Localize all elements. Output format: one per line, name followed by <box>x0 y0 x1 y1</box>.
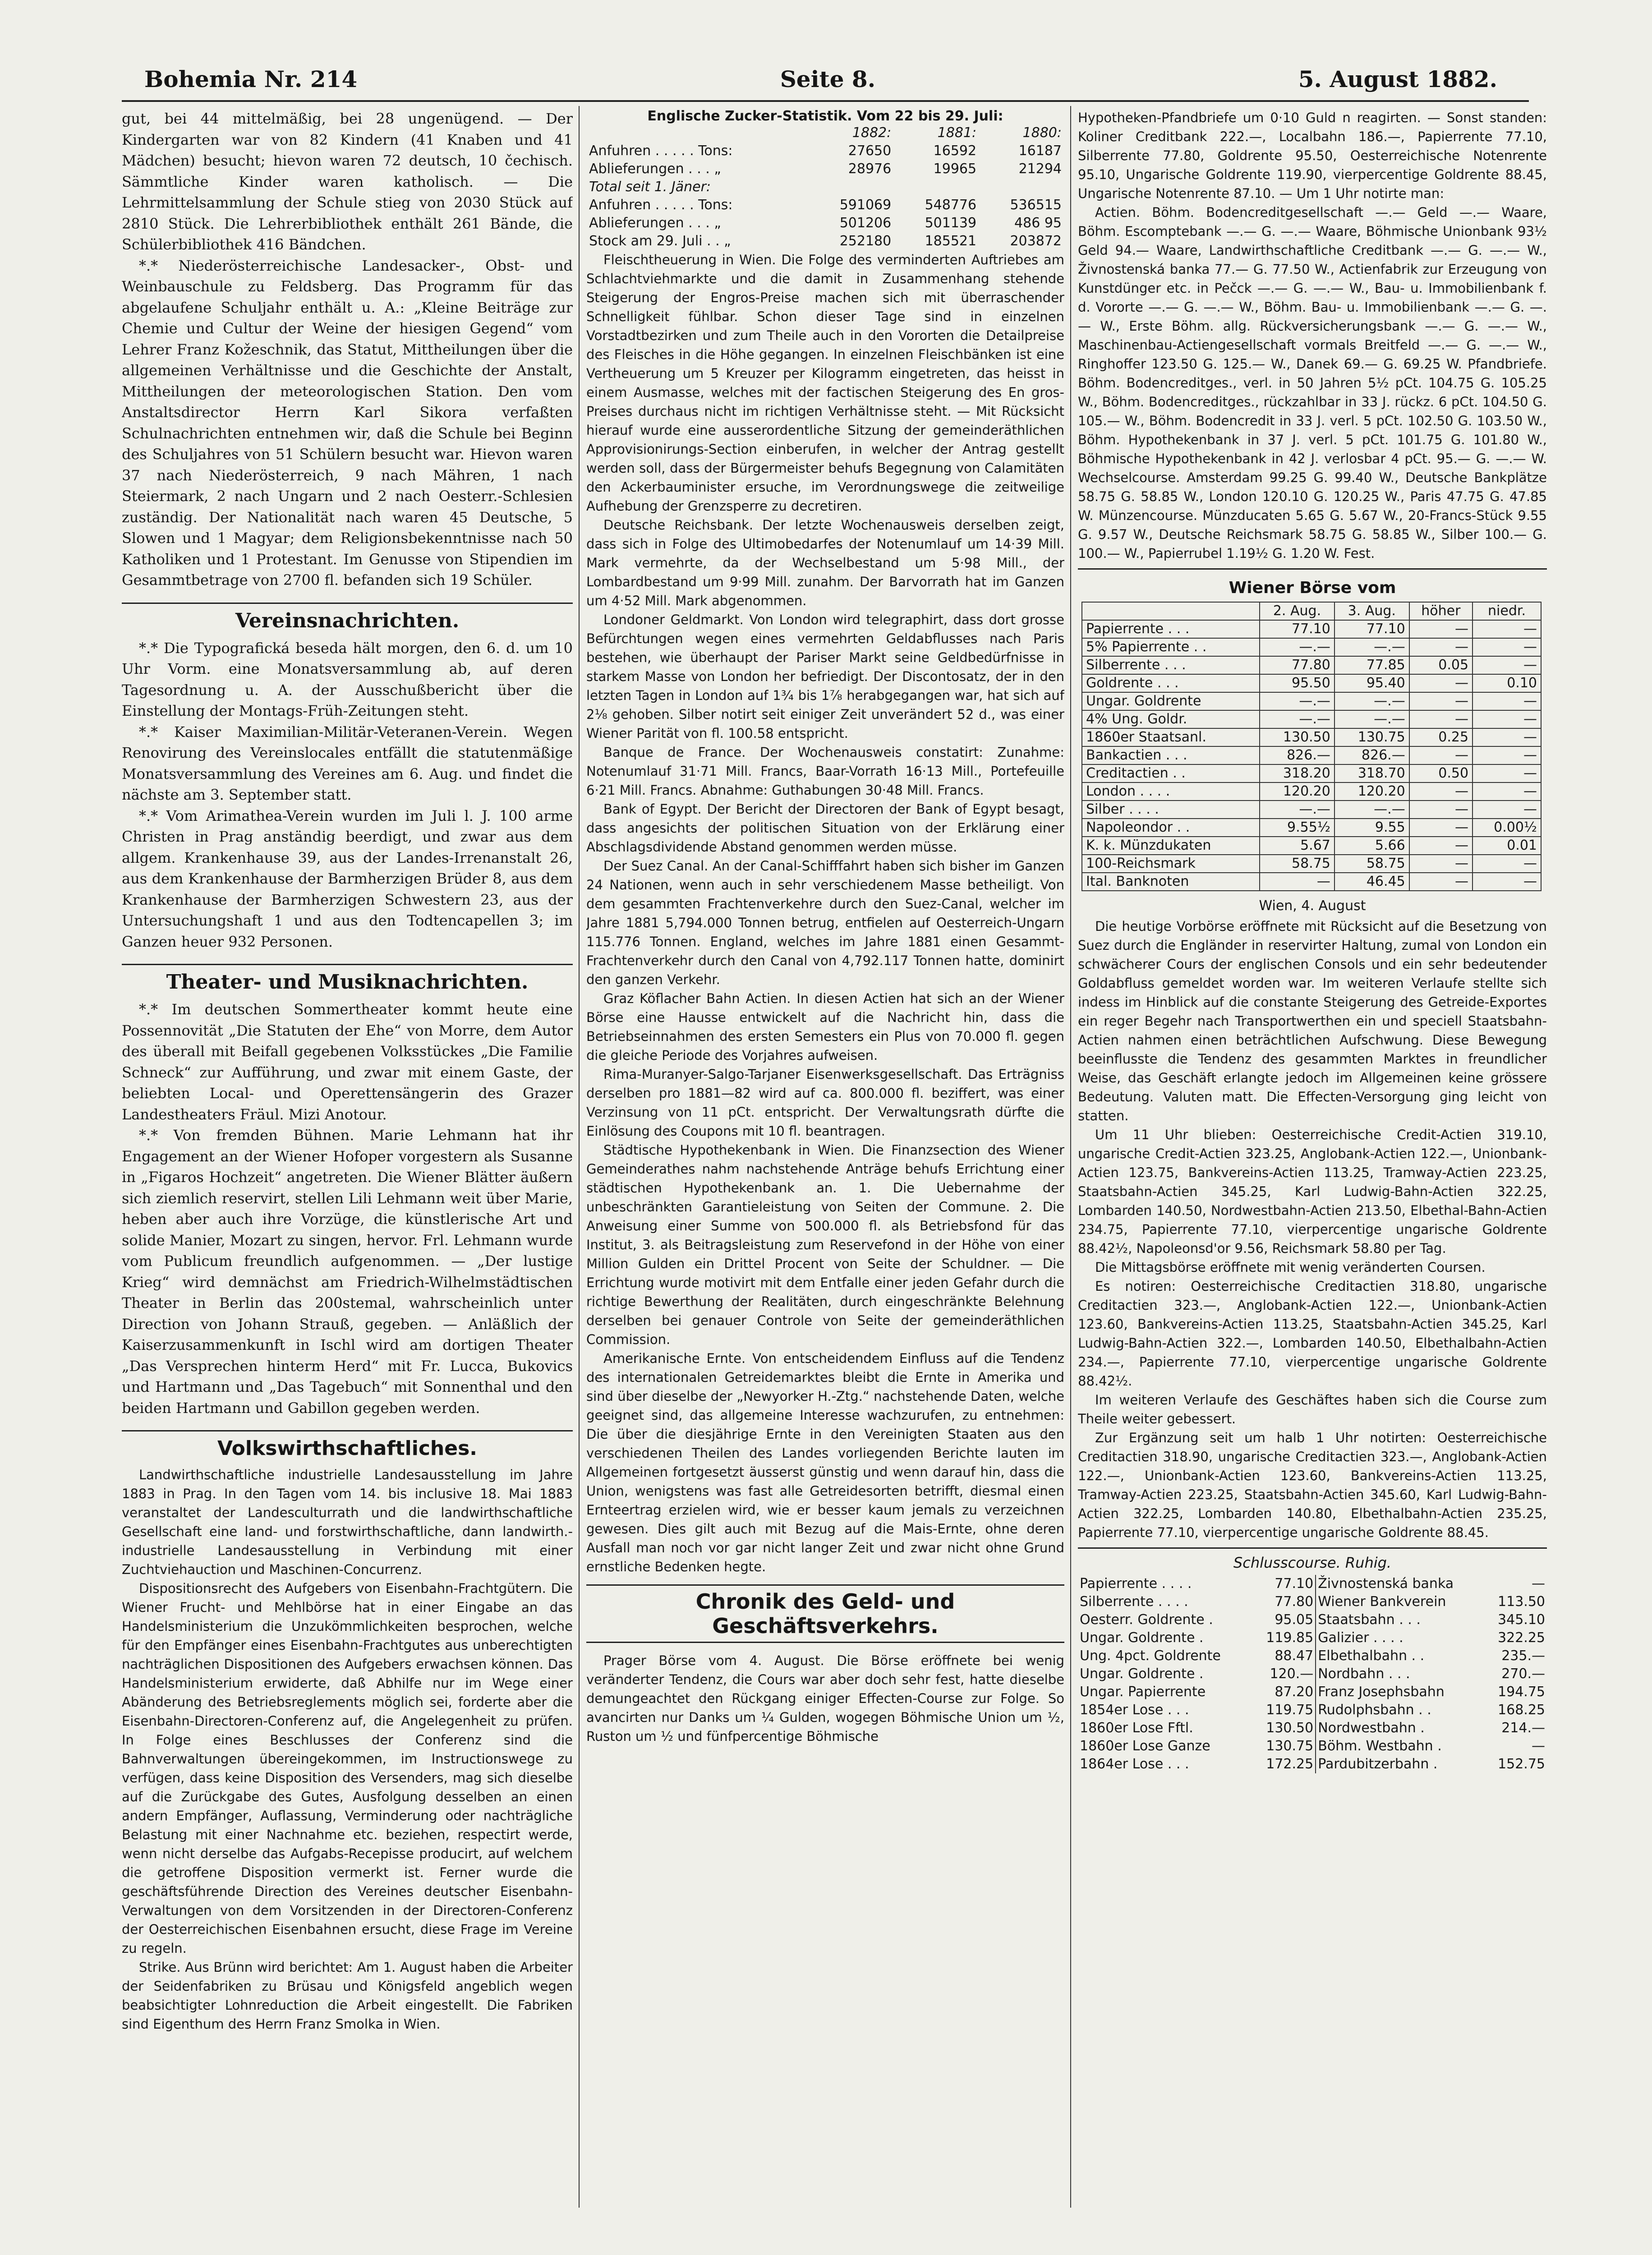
table-cell: 77.10 <box>1334 620 1409 638</box>
table-cell: Staatsbahn . . . <box>1318 1611 1421 1628</box>
table-row <box>1082 620 1541 638</box>
table-cell: Ungar. Papierrente <box>1080 1684 1206 1700</box>
table-row <box>1082 692 1541 710</box>
table-cell: 1854er Lose . . . <box>1080 1702 1189 1718</box>
table-cell: 130.75 <box>1253 1737 1316 1755</box>
table-cell: 77.80 <box>1253 1593 1316 1611</box>
article-text: Bank of Egypt. Der Bericht der Directoren der Bank of Egypt besagt, dass angesichts der politischen Situation von der Erklärung einer Abschlagsdividende Abstand genommen werden müsse. <box>586 801 1064 855</box>
table-cell: Nordbahn . . . <box>1318 1666 1410 1682</box>
table-cell: 152.75 <box>1498 1756 1545 1772</box>
table-cell <box>894 178 979 196</box>
header-page-number: Seite 8. <box>780 66 876 92</box>
table-cell: 345.10 <box>1498 1611 1545 1628</box>
table-cell: 185521 <box>925 233 977 249</box>
article-text: *.* Kaiser Maximilian-Militär-Veteranen-Verein. Wegen Renovirung des Vereinslocales entfällt die statutenmäßige Monatsversammlung des Vereines am 6. Aug. und findet die nächste am 3. September statt. <box>122 723 573 803</box>
table-cell: 318.70 <box>1334 764 1409 782</box>
table-cell: — <box>1260 873 1334 891</box>
table-cell: 46.45 <box>1334 873 1409 891</box>
table-cell: 501206 <box>839 215 892 231</box>
table-cell: 194.75 <box>1498 1684 1545 1700</box>
table-row <box>1082 656 1541 674</box>
table-header: 3. Aug. <box>1334 602 1409 620</box>
table-row <box>586 214 1064 232</box>
table-cell: — <box>1473 855 1541 873</box>
table-cell: — <box>1409 819 1473 837</box>
table-cell: Nordwestbahn . <box>1318 1720 1425 1736</box>
table-cell: —.— <box>1260 638 1334 656</box>
table-cell: 0.50 <box>1409 764 1473 782</box>
article-text: *.* Niederösterreichische Landesacker-, Obst- und Weinbauschule zu Feldsberg. Das Programm für das abgelaufene Schuljahr enthält u. A.: „Kleine Beiträge zur Chemie und Cultur der Weine der hiesigen Gegend“ vom Lehrer Franz Kožeschnik, das Statut, Mittheilungen über die allgemeinen Verhältnisse und die Geschichte der Anstalt, Mittheilungen der meteorologischen Station. Den vom Anstaltsdirector Herrn Karl Sikora verfaßten Schulnachrichten entnehmen wir, daß die Schule bei Beginn des Schuljahres von 51 Schülern besucht war. Hievon waren 37 nach Niederösterreich, 9 nach Mähren, 1 nach Steiermark, 2 nach Ungarn und 2 nach Oesterr.-Schlesien zuständig. Der Nationalität nach waren 45 Deutsche, 5 Slowen und 1 Magyar; dem Religionsbekenntnisse nach 50 Katholiken und 1 Protestant. Im Genusse von Stipendien im Gesammtbetrage von 2700 fl. befanden sich 19 Schüler. <box>122 257 573 589</box>
table-cell: 235.— <box>1501 1648 1545 1664</box>
table-row <box>1078 1683 1547 1701</box>
table-row <box>586 142 1064 160</box>
zucker-table <box>586 124 1064 250</box>
table-row <box>1082 782 1541 801</box>
article-text: Dispositionsrecht des Aufgebers von Eisenbahn-Frachtgütern. Die Wiener Frucht- und Mehlbörse hat in einer Eingabe an das Handelsministerium die Unzukömmlichkeiten besprochen, welche für den Empfänger eines Eisenbahn-Frachtgutes aus unberechtigten nachträglichen Dispositionen des Aufgebers erwachsen können. Das Handelsministerium erwiderte, daß Abhilfe nur im Wege einer Abänderung des Betriebsreglements möglich sei, forderte aber die Eisenbahn-Directoren-Conferenz auf, die Angelegenheit zu prüfen. In Folge eines Beschlusses der Conferenz sind die Bahnverwaltungen übereingekommen, im Instructionswege zu verfügen, dass keine Disposition des Versenders, mag sich dieselbe auf die Zurückgabe des Gutes, Ausfolgung desselben an einen andern Empfänger, Auflassung, Verminderung oder nachträgliche Belastung mit einer Nachnahme etc. beziehen, respectirt werde, wenn nicht derselbe das Aufgabs-Recepisse producirt, auf welchem die getroffene Disposition vermerkt ist. Ferner wurde die geschäftsführende Direction des Vereines deutscher Eisenbahn-Verwaltungen von dem Vorsitzenden in der Directoren-Conferenz der Oesterreichischen Eisenbahnen ersucht, diese Frage im Vereine zu regeln. <box>122 1581 573 1956</box>
table-cell: Ungar. Goldrente . <box>1080 1629 1204 1646</box>
table-cell: 95.05 <box>1253 1611 1316 1629</box>
article-text: Amerikanische Ernte. Von entscheidendem Einfluss auf die Tendenz des internationalen Getreidemarktes bleibt die Ernte in Amerika und sind über dieselbe der „Newyorker H.-Ztg.“ nachstehende Daten, welche geeignet sind, das allgemeine Interesse wachzurufen, zu entnehmen: Die über die diesjährige Ernte in den Vereinigten Staaten aus den verschiedenen Theilen des Landes vorliegenden Berichte lauten im Allgemeinen fortgesetzt äusserst günstig und wenn darauf hin, dass die Union, wenigstens was fast alle Getreidesorten betrifft, diesmal einen Ernteertrag erzielen wird, wie er besser kaum jemals zu verzeichnen gewesen. Dies gilt auch mit Bezug auf die Mais-Ernte, ohne deren Ausfall man noch vor gar nicht langer Zeit und zwar nicht ohne Grund ernstliche Bedenken hegte. <box>586 1351 1064 1574</box>
table-row <box>586 124 1064 142</box>
article-text: Graz Köflacher Bahn Actien. In diesen Actien hat sich an der Wiener Börse eine Hausse entwickelt auf die Nachricht hin, dass die Betriebseinnahmen des ersten Semesters ein Plus von 70.000 fl. gegen die gleiche Periode des Vorjahres aufweisen. <box>586 991 1064 1063</box>
table-cell: 0.00½ <box>1473 819 1541 837</box>
table-cell: 120.20 <box>1260 782 1334 801</box>
article-text: *.* Die Typografická beseda hält morgen, den 6. d. um 10 Uhr Vorm. eine Monatsversammlung ab, auf deren Tagesordnung u. A. der Ausschußbericht über die Einstellung der Montags-Früh-Zeitungen steht. <box>122 639 573 719</box>
table-cell: 5.67 <box>1260 837 1334 855</box>
table-row <box>1078 1593 1547 1611</box>
table-cell: — <box>1409 710 1473 728</box>
table-cell <box>809 178 894 196</box>
table-cell: — <box>1409 801 1473 819</box>
column-1 <box>122 108 573 2205</box>
table-cell: — <box>1409 674 1473 692</box>
table-row <box>1082 801 1541 819</box>
table-cell: — <box>1473 692 1541 710</box>
table-cell: 21294 <box>1018 161 1062 177</box>
table-cell: — <box>1473 782 1541 801</box>
table-cell: — <box>1473 801 1541 819</box>
table-row <box>586 196 1064 214</box>
table-cell: 27650 <box>848 143 892 159</box>
table-cell: — <box>1409 638 1473 656</box>
table-cell: —.— <box>1260 692 1334 710</box>
table-cell: Papierrente . . . . <box>1080 1575 1192 1592</box>
table-cell <box>979 178 1064 196</box>
header-paper-name: Bohemia Nr. 214 <box>144 66 358 92</box>
table-cell: 77.10 <box>1260 620 1334 638</box>
table-cell: Wiener Bankverein <box>1318 1593 1446 1610</box>
schluss-table <box>1078 1575 1547 1773</box>
article-text: *.* Von fremden Bühnen. Marie Lehmann hat ihr Engagement an der Wiener Hofoper vorgestern als Susanne in „Figaros Hochzeit“ angetreten. Die Wiener Blätter äußern sich ziemlich reservirt, stellen Lili Lehmann weit über Marie, heben aber auch ihre Vorzüge, die künstlerische Art und solide Manier, Mozart zu singen, hervor. Frl. Lehmann wurde vom Publicum freundlich aufgenommen. — „Der lustige Krieg“ wird demnächst am Friedrich-Wilhelmstädtischen Theater in Berlin das 200stemal, wahrscheinlich unter Direction von Johann Strauß, gegeben. — Anläßlich der Kaiserzusammenkunft in Ischl wird am dortigen Theater „Das Versprechen hinterm Herd“ mit Fr. Lucca, Bukovics und Hartmann und „Das Tagebuch“ mit Sonnenthal und den beiden Hartmann und Gabillon gegeben werden. <box>122 1127 573 1417</box>
table-cell: 0.05 <box>1409 656 1473 674</box>
table-cell: 826.— <box>1334 746 1409 764</box>
table-cell: 5% Papierrente . . <box>1082 638 1260 656</box>
table-cell: Oesterr. Goldrente . <box>1080 1611 1213 1628</box>
section-heading: Volkswirthschaftliches. <box>122 1430 573 1460</box>
table-cell: Papierrente . . . <box>1082 620 1260 638</box>
table-row <box>586 178 1064 196</box>
table-row <box>1082 638 1541 656</box>
table-cell: 318.20 <box>1260 764 1334 782</box>
table-cell: 591069 <box>839 197 892 213</box>
table-cell: 58.75 <box>1260 855 1334 873</box>
table-cell: Silberrente . . . . <box>1080 1593 1188 1610</box>
table-header: höher <box>1409 602 1473 620</box>
section-heading: Vereinsnachrichten. <box>122 603 573 632</box>
table-cell: 16187 <box>1018 143 1062 159</box>
header-rule <box>122 100 1529 102</box>
table-cell: — <box>1532 1738 1545 1754</box>
table-row <box>1082 710 1541 728</box>
table-cell: 77.10 <box>1253 1575 1316 1593</box>
table-cell: 172.25 <box>1253 1755 1316 1773</box>
table-row <box>1082 855 1541 873</box>
article-text: Rima-Muranyer-Salgo-Tarjaner Eisenwerksgesellschaft. Das Erträgniss derselben pro 1881—82 wird auf ca. 800.000 fl. beziffert, was einer Verzinsung von 11 pCt. entspricht. Der Verwaltungsrath dürfte die Einlösung des Coupons mit 10 fl. beantragen. <box>586 1067 1064 1139</box>
table-cell: 77.80 <box>1260 656 1334 674</box>
table-row <box>1078 1755 1547 1773</box>
table-cell: 214.— <box>1501 1720 1545 1736</box>
table-cell: — <box>1473 638 1541 656</box>
table-cell: 95.40 <box>1334 674 1409 692</box>
table-cell: 5.66 <box>1334 837 1409 855</box>
table-cell: 19965 <box>933 161 977 177</box>
column-divider <box>1070 106 1071 2208</box>
table-cell: —.— <box>1334 710 1409 728</box>
article-text: Hypotheken-Pfandbriefe um 0·10 Guld n reagirten. — Sonst standen: Koliner Creditbank 222.—, Localbahn 186.—, Papierrente 77.10, Silberrente 77.80, Goldrente 95.50, Oesterreichische Notenrente 95.10, Ungarische Goldrente 119.90, vierpercentige Goldrente 88.45, Ungarische Notenrente 87.10. — Um 1 Uhr notirte man: <box>1078 110 1547 201</box>
column-divider <box>579 106 580 2208</box>
table-cell: 28976 <box>848 161 892 177</box>
table-cell: 203872 <box>1010 233 1062 249</box>
table-cell: — <box>1473 710 1541 728</box>
table-cell: —.— <box>1260 801 1334 819</box>
article-text: Es notiren: Oesterreichische Creditactien 318.80, ungarische Creditactien 323.—, Anglobank-Actien 122.—, Unionbank-Actien 123.60, Bankvereins-Actien 113.25, Staatsbahn-Actien 345.25, Karl Ludwig-Bahn-Actien 322.—, Lombarden 140.50, Elbethalbahn-Actien 234.—, Papierrente 77.10, vierpercentige ungarische Goldrente 88.42½. <box>1078 1278 1547 1389</box>
table-cell: 0.25 <box>1409 728 1473 746</box>
table-row <box>1078 1629 1547 1647</box>
table-cell: — <box>1473 728 1541 746</box>
table-cell: Ungar. Goldrente <box>1082 692 1260 710</box>
table-cell: 58.75 <box>1334 855 1409 873</box>
column-3 <box>1078 108 1547 2205</box>
table-cell: Anfuhren . . . . . Tons: <box>589 143 733 159</box>
table-cell <box>586 124 809 142</box>
table-cell: Silber . . . . <box>1082 801 1260 819</box>
table-cell: —.— <box>1334 801 1409 819</box>
table-row <box>1078 1701 1547 1719</box>
article-text: Fleischtheuerung in Wien. Die Folge des verminderten Auftriebes am Schlachtviehmarkte und die damit in Zusammenhang stehende Steigerung der Engros-Preise machen sich mit überraschender Schnelligkeit fühlbar. Schon dieser Tage sind in einzelnen Vorstadtbezirken und zum Theile auch in den Vororten die Detailpreise des Fleisches in die Höhe gegangen. In einzelnen Fleischbänken ist eine Vertheuerung um 5 Kreuzer per Kilogramm eingetreten, das heisst in einem Ausmasse, welches mit der factischen Steigerung des En gros-Preises durchaus nicht im richtigen Verhältnisse steht. — Mit Rücksicht hierauf wurde eine ausserordentliche Sitzung der gemeinderäthlichen Approvisionirungs-Section einberufen, in welcher der Antrag gestellt werden soll, dass der Bürgermeister behufs Begegnung von Calamitäten den Ackerbauminister ersuche, im Verordnungswege die zeitweilige Aufhebung der Grenzsperre zu decretiren. <box>586 252 1064 514</box>
zucker-title: Englische Zucker-Statistik. Vom 22 bis 29. Juli: <box>647 108 1003 124</box>
section-heading: Theater- und Musiknachrichten. <box>122 964 573 994</box>
table-cell: — <box>1409 855 1473 873</box>
table-cell: Franz Josephsbahn <box>1318 1684 1445 1700</box>
table-cell: 120.— <box>1253 1665 1316 1683</box>
table-cell: Rudolphsbahn . . <box>1318 1702 1431 1718</box>
article-text: Zur Ergänzung seit um halb 1 Uhr notirten: Oesterreichische Creditactien 318.90, ungarische Creditactien 323.—, Anglobank-Actien 122.—, Unionbank-Actien 123.60, Bankvereins-Actien 113.25, Tramway-Actien 223.25, Staatsbahn-Actien 345.60, Karl Ludwig-Bahn-Actien 322.25, Lombarden 140.80, Elbethalbahn-Actien 235.25, Papierrente 77.10, vierpercentige ungarische Goldrente 88.45. <box>1078 1430 1547 1540</box>
table-cell: 826.— <box>1260 746 1334 764</box>
divider <box>1078 568 1547 570</box>
table-cell: 130.50 <box>1260 728 1334 746</box>
article-text: Prager Börse vom 4. August. Die Börse eröffnete bei wenig veränderter Tendenz, die Cours war aber doch sehr fest, hatte dieselbe demungeachtet den Rückgang einiger Effecten-Course zur Folge. So avancirten nur Danks um ¼ Gulden, wogegen Böhmische Union um ½, Ruston um ½ und fünfpercentige Böhmische <box>586 1653 1064 1744</box>
article-text: Der Suez Canal. An der Canal-Schifffahrt haben sich bisher im Ganzen 24 Nationen, wenn auch in sehr verschiedenem Masse betheiligt. Von dem gesammten Frachtenverkehre durch den Suez-Canal, welcher im Jahre 1881 5,794.000 Tonnen betrug, entfielen auf Oesterreich-Ungarn 115.776 Tonnen. England, welches im Jahre 1881 einen Gesammt-Frachtenverkehr durch den Canal von 4,792.117 Tonnen hatte, dominirt den ganzen Verkehr. <box>586 858 1064 987</box>
article-text: Londoner Geldmarkt. Von London wird telegraphirt, dass dort grosse Befürchtungen wegen eines vermehrten Geldabflusses nach Paris bestehen, wie überhaupt der Pariser Markt seine Geldbedürfnisse in starkem Masse von London her befriedigt. Der Discontosatz, der in den letzten Tagen in London auf 1¾ bis 1⅞ herabgegangen war, hat sich auf 2⅛ gehoben. Silber notirt seit einiger Zeit unverändert 52 d., was einer Wiener Parität von fl. 100.58 entspricht. <box>586 612 1064 741</box>
table-header: niedr. <box>1473 602 1541 620</box>
table-cell: — <box>1473 746 1541 764</box>
table-cell: 87.20 <box>1253 1683 1316 1701</box>
table-row <box>1082 728 1541 746</box>
table-cell: 168.25 <box>1498 1702 1545 1718</box>
table-cell: — <box>1409 620 1473 638</box>
article-text: Landwirthschaftliche industrielle Landesausstellung im Jahre 1883 in Prag. In den Tagen vom 14. bis inclusive 18. Mai 1883 veranstaltet der Landesculturrath und die landwirthschaftliche Gesellschaft eine land- und forstwirthschaftliche, dann landwirth.-industrielle Landesausstellung in Verbindung mit einer Zuchtviehauction und Maschinen-Concurrenz. <box>122 1467 573 1577</box>
page-header <box>144 61 1497 92</box>
table-cell: — <box>1473 620 1541 638</box>
table-cell: Ital. Banknoten <box>1082 873 1260 891</box>
divider <box>1078 1547 1547 1549</box>
table-row <box>1078 1737 1547 1755</box>
table-cell: 1880: <box>1022 125 1062 141</box>
table-cell: 120.20 <box>1334 782 1409 801</box>
table-cell: 0.01 <box>1473 837 1541 855</box>
table-cell: Total seit 1. Jäner: <box>589 179 711 195</box>
table-cell: Ablieferungen . . . „ <box>589 161 721 177</box>
table-cell: 1881: <box>937 125 977 141</box>
table-cell: 1864er Lose . . . <box>1080 1756 1189 1772</box>
table-cell: 270.— <box>1501 1666 1545 1682</box>
table-cell: — <box>1409 837 1473 855</box>
table-cell: 1860er Lose Ganze <box>1080 1738 1210 1754</box>
article-text: Im weiteren Verlaufe des Geschäftes haben sich die Course zum Theile weiter gebessert. <box>1078 1392 1547 1427</box>
article-text: Die heutige Vorbörse eröffnete mit Rücksicht auf die Besetzung von Suez durch die Engländer in reservirter Haltung, zumal von London ein schwächerer Cours der englischen Consols und ein sehr bedeutender Goldabfluss gemeldet worden war. Im weiteren Verlaufe stellte sich indess im Hinblick auf die constante Steigerung des Getreide-Exportes ein reger Begehr nach Transportwerthen ein und speciell Staatsbahn-Actien nahmen einen beträchtlichen Aufschwung. Diese Bewegung beeinflusste die Tendenz des gesammten Marktes in freundlicher Weise, das Geschäft erlangte jedoch im Allgemeinen keine grössere Bedeutung. Valuten matt. Die Effecten-Versorgung ging leicht von statten. <box>1078 918 1547 1123</box>
table-row <box>586 160 1064 178</box>
table-cell: 501139 <box>925 215 977 231</box>
table-cell: 9.55 <box>1334 819 1409 837</box>
table-row <box>1082 837 1541 855</box>
column-2 <box>586 108 1064 2205</box>
table-cell: Ablieferungen . . . „ <box>589 215 721 231</box>
table-row <box>1082 764 1541 782</box>
table-header <box>1082 602 1260 620</box>
table-cell: — <box>1409 746 1473 764</box>
table-cell: 16592 <box>933 143 977 159</box>
table-cell: London . . . . <box>1082 782 1260 801</box>
table-cell: 119.75 <box>1253 1701 1316 1719</box>
table-row <box>1078 1665 1547 1683</box>
table-cell: 536515 <box>1010 197 1062 213</box>
table-header: 2. Aug. <box>1260 602 1334 620</box>
table-cell: Böhm. Westbahn . <box>1318 1738 1442 1754</box>
boerse-title: Wiener Börse vom <box>1229 579 1396 597</box>
table-cell: 130.50 <box>1253 1719 1316 1737</box>
article-text: *.* Im deutschen Sommertheater kommt heute eine Possennovität „Die Statuten der Ehe“ von Morre, dem Autor des überall mit Beifall gegebenen Volksstückes „Die Familie Schneck“ zur Aufführung, und zwar mit einem Gaste, der beliebten Local- und Operettensängerin des Grazer Landestheaters Fräul. Mizi Anotour. <box>122 1001 573 1123</box>
table-cell: — <box>1409 873 1473 891</box>
table-cell: 1882: <box>852 125 892 141</box>
table-cell: 119.85 <box>1253 1629 1316 1647</box>
table-cell: — <box>1473 656 1541 674</box>
table-row <box>1078 1611 1547 1629</box>
table-row <box>1082 746 1541 764</box>
table-row <box>1078 1575 1547 1593</box>
table-row <box>1082 602 1541 620</box>
table-cell: Galizier . . . . <box>1318 1629 1404 1646</box>
table-cell: 113.50 <box>1498 1593 1545 1610</box>
table-cell: Creditactien . . <box>1082 764 1260 782</box>
table-cell: 88.47 <box>1253 1647 1316 1665</box>
table-cell: 1860er Lose Fftl. <box>1080 1720 1193 1736</box>
article-text: Strike. Aus Brünn wird berichtet: Am 1. August haben die Arbeiter der Seidenfabriken zu Brüsau und Königsfeld angeblich wegen beabsichtigter Lohnreduction die Arbeit eingestellt. Die Fabriken sind Eigenthum des Herrn Franz Smolka in Wien. <box>122 1960 573 2032</box>
table-cell: Živnostenská banka <box>1318 1575 1454 1592</box>
table-cell: — <box>1532 1575 1545 1592</box>
table-cell: Stock am 29. Juli . . „ <box>589 233 731 249</box>
table-cell: 0.10 <box>1473 674 1541 692</box>
table-cell: Goldrente . . . <box>1082 674 1260 692</box>
table-cell: — <box>1473 764 1541 782</box>
article-text: *.* Vom Arimathea-Verein wurden im Juli l. J. 100 arme Christen in Prag anständig beerdigt, und zwar aus dem allgem. Krankenhause 39, aus der Landes-Irrenanstalt 26, aus dem Krankenhause der Barmherzigen Brüder 8, aus dem Krankenhause der Barmherzigen Schwestern 23, aus der Untersuchungshaft 1 und aus den Todtencapellen 3; im Ganzen heuer 932 Personen. <box>122 807 573 950</box>
table-cell: —.— <box>1260 710 1334 728</box>
header-date: 5. August 1882. <box>1298 66 1497 92</box>
article-text: gut, bei 44 mittelmäßig, bei 28 ungenügend. — Der Kindergarten war von 82 Kindern (41 Knaben und 41 Mädchen) besucht; hievon waren 72 deutsch, 10 čechisch. Sämmtliche Kinder waren katholisch. — Die Lehrmittelsammlung der Schule stieg von 2030 Stück auf 2810 Stück. Die Lehrerbibliothek enthält 261 Bände, die Schülerbibliothek 416 Bändchen. <box>122 110 573 253</box>
table-row <box>1078 1719 1547 1737</box>
table-cell: Silberrente . . . <box>1082 656 1260 674</box>
table-cell: 100-Reichsmark <box>1082 855 1260 873</box>
table-cell: 322.25 <box>1498 1629 1545 1646</box>
table-row <box>1082 674 1541 692</box>
table-cell: — <box>1409 782 1473 801</box>
table-cell: 77.85 <box>1334 656 1409 674</box>
table-cell: Elbethalbahn . . <box>1318 1648 1425 1664</box>
table-cell: K. k. Münzdukaten <box>1082 837 1260 855</box>
table-cell: Anfuhren . . . . . Tons: <box>589 197 733 213</box>
table-cell: — <box>1473 873 1541 891</box>
table-cell: 252180 <box>839 233 892 249</box>
table-cell: 130.75 <box>1334 728 1409 746</box>
table-cell: Ungar. Goldrente . <box>1080 1666 1204 1682</box>
table-cell: Napoleondor . . <box>1082 819 1260 837</box>
table-cell: —.— <box>1334 638 1409 656</box>
table-cell: Bankactien . . . <box>1082 746 1260 764</box>
table-row <box>1078 1647 1547 1665</box>
table-row <box>1082 819 1541 837</box>
table-cell: Ung. 4pct. Goldrente <box>1080 1648 1221 1664</box>
table-cell: 95.50 <box>1260 674 1334 692</box>
article-text: Städtische Hypothekenbank in Wien. Die Finanzsection des Wiener Gemeinderathes nahm nachstehende Anträge behufs Errichtung einer städtischen Hypothekenbank an. 1. Die Uebernahme der unbeschränkten Garantieleistung von Seiten der Commune. 2. Die Anweisung einer Summe von 500.000 fl. als Betriebsfond für das Institut, 3. als Beitragsleistung zum Reservefond in der Höhe von einer Million Gulden ein Drittel Procent von Seite der Schuldner. — Die Errichtung wurde motivirt mit dem Entfalle einer jeden Gefahr durch die richtige Bewerthung der Realitäten, durch eingeschränkte Belehnung derselben bei genauer Controle von Seite der gemeinderäthlichen Commission. <box>586 1142 1064 1347</box>
table-cell: —.— <box>1334 692 1409 710</box>
article-text: Deutsche Reichsbank. Der letzte Wochenausweis derselben zeigt, dass sich in Folge des Ultimobedarfes der Notenumlauf um 14·39 Mill. Mark vermehrte, da der Wechselbestand um 5·98 Mill., der Lombardbestand um 9·99 Mill. zunahm. Der Barvorrath hat im Ganzen um 4·52 Mill. Mark abgenommen. <box>586 517 1064 608</box>
article-text: Um 11 Uhr blieben: Oesterreichische Credit-Actien 319.10, ungarische Credit-Actien 323.25, Anglobank-Actien 122.—, Unionbank-Actien 123.75, Bankvereins-Actien 113.25, Tramway-Actien 223.25, Staatsbahn-Actien 345.25, Karl Ludwig-Bahn-Actien 322.25, Lombarden 140.50, Nordwestbahn-Actien 213.50, Elbethal-Bahn-Actien 234.75, Papierrente 77.10, vierpercentige ungarische Goldrente 88.42½, Napoleonsd'or 9.56, Reichsmark 58.80 per Tag. <box>1078 1127 1547 1256</box>
table-cell: 1860er Staatsanl. <box>1082 728 1260 746</box>
boerse-table <box>1081 602 1542 891</box>
dateline: Wien, 4. August <box>1259 898 1366 914</box>
article-text: Actien. Böhm. Bodencreditgesellschaft —.— Geld —.— Waare, Böhm. Escomptebank —.— G. —.— Waare, Böhmische Unionbank 93½ Geld 94.— Waare, Landwirthschaftliche Creditbank —.— G. —.— W., Živnostenská banka 77.— G. 77.50 W., Actienfabrik zur Erzeugung von Kunstdünger etc. in Pečck —.— G. —.— W., Bau- u. Immobilienbank f. d. Vororte —.— G. —.— W., Böhm. Bau- u. Immobilienbank —.— G. —.— W., Erste Böhm. allg. Rückversicherungsbank —.— G. —.— W., Maschinenbau-Actiengesellschaft vormals Breitfeld —.— G. —.— W., Ringhoffer 123.50 G. 125.— W., Danek 69.— G. 69.25 W. Pfandbriefe. Böhm. Bodencreditges., verl. in 50 Jahren 5½ pCt. 104.75 G. 105.25 W., Böhm. Bodencreditges., rückzahlbar in 33 J. rückz. 6 pCt. 104.50 G. 105.— W., Böhm. Bodencredit in 33 J. verl. 5 pCt. 102.50 G. 103.50 W., Böhm. Hypothekenbank in 37 J. verl. 5 pCt. 101.75 G. 101.80 W., Böhmische Hypothekenbank in 42 J. verlosbar 4 pCt. 95.— G. —.— W. Wechselcourse. Amsterdam 99.25 G. 99.40 W., Deutsche Bankplätze 58.75 G. 58.85 W., London 120.10 G. 120.25 W., Paris 47.75 G. 47.85 W. Münzencourse. Münzducaten 5.65 G. 5.67 W., 20-Francs-Stück 9.55 G. 9.57 W., Deutsche Reichsmark 58.75 G. 58.85 W., Silber 100.— G. 100.— W., Papierrubel 1.19½ G. 1.20 W. Fest. <box>1078 205 1547 561</box>
table-cell: — <box>1409 692 1473 710</box>
table-cell: 9.55½ <box>1260 819 1334 837</box>
article-text: Die Mittagsbörse eröffnete mit wenig veränderten Coursen. <box>1095 1259 1486 1275</box>
schluss-title: Schlusscourse. Ruhig. <box>1233 1554 1392 1571</box>
table-cell: 548776 <box>925 197 977 213</box>
table-cell: 4% Ung. Goldr. <box>1082 710 1260 728</box>
table-row <box>586 232 1064 250</box>
table-cell: Pardubitzerbahn . <box>1318 1756 1438 1772</box>
table-row <box>1082 873 1541 891</box>
article-text: Banque de France. Der Wochenausweis constatirt: Zunahme: Notenumlauf 31·71 Mill. Francs, Baar-Vorrath 16·13 Mill., Portefeuille 6·21 Mill. Francs. Abnahme: Guthabungen 30·48 Mill. Francs. <box>586 745 1064 798</box>
section-heading: Chronik des Geld- und Geschäftsverkehrs. <box>586 1584 1064 1643</box>
table-cell: 486 95 <box>1014 215 1062 231</box>
